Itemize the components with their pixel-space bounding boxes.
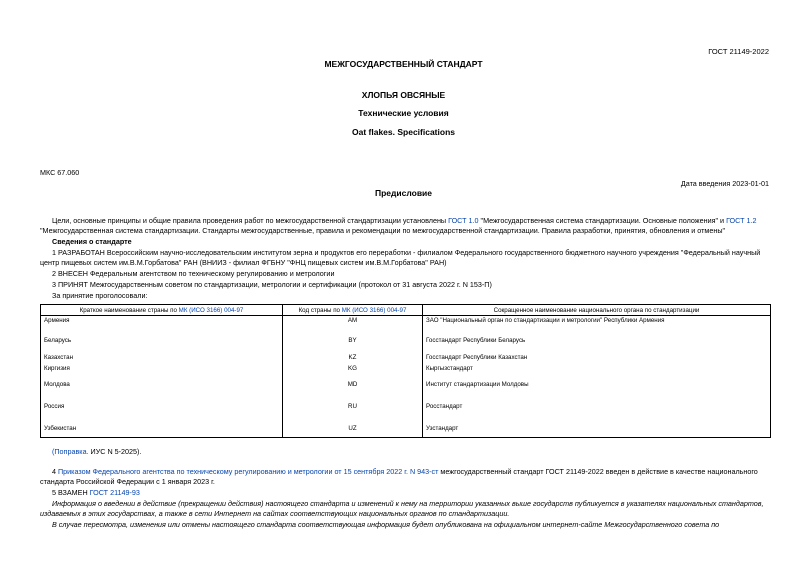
note-revision-info: В случае пересмотра, изменения или отмены настоящего стандарта соответствующая информация будет опубликована на официальном интернет-сайте Межгосударственного совета по [52, 520, 720, 529]
code-cell: MD [283, 380, 423, 402]
doc-number: ГОСТ 21149-2022 [708, 47, 769, 56]
preface-paragraph-1 [40, 216, 770, 236]
intro-date: Дата введения 2023-01-01 [680, 179, 769, 188]
code-cell: BY [283, 336, 423, 353]
item-2-submitted: 2 ВНЕСЕН Федеральным агентством по техническому регулированию и метрологии [52, 269, 335, 278]
body-cell: Кыргызстандарт [423, 364, 771, 380]
code-cell: UZ [283, 424, 423, 438]
table-row [41, 316, 771, 336]
country-cell: Казахстан [41, 353, 283, 364]
note-introduction-info: Информация о введении в действие (прекращении действия) настоящего стандарта и изменений к нему на территории указанных выше государств публикуется в указателях национальных стандартов, издаваемых в этих государствах, а также в сети Интернет на сайтах соответствующих национальных органов по стандартизации. [40, 499, 764, 518]
header-body: Сокращенное наименование национального органа по стандартизации [423, 305, 771, 316]
table-row [41, 402, 771, 424]
item-5-replaces: 5 ВЗАМЕН ГОСТ 21149-93 [52, 488, 140, 497]
code-cell: KG [283, 364, 423, 380]
standard-type: МЕЖГОСУДАРСТВЕННЫЙ СТАНДАРТ [324, 59, 483, 69]
doc-title: ХЛОПЬЯ ОВСЯНЫЕ [361, 90, 446, 100]
code-cell: RU [283, 402, 423, 424]
item-3-adopted: 3 ПРИНЯТ Межгосударственным советом по стандартизации, метрологии и сертификации (протокол от 31 августа 2022 г. N 153-П) [52, 280, 492, 289]
mk-iso-link[interactable]: МК (ИСО 3166) 004-97 [341, 306, 407, 314]
body-cell: Госстандарт Республики Беларусь [423, 336, 771, 353]
header-country: Краткое наименование страны по МК (ИСО 3166) 004-97 [41, 305, 283, 316]
amendment-link[interactable]: (Поправка. [52, 447, 89, 456]
country-cell: Узбекистан [41, 424, 283, 438]
body-cell: Госстандарт Республики Казахстан [423, 353, 771, 364]
gost-21149-93-link[interactable]: ГОСТ 21149-93 [89, 488, 140, 497]
voted-label: За принятие проголосовали: [52, 291, 148, 300]
table-row [41, 380, 771, 402]
country-cell: Молдова [41, 380, 283, 402]
table-row [41, 336, 771, 353]
body-cell: Росстандарт [423, 402, 771, 424]
preface-text: Цели, основные принципы и общие правила проведения работ по межгосударственной стандартизации установлены [52, 216, 449, 225]
doc-subtitle: Технические условия [358, 108, 449, 118]
mks-code: МКС 67.060 [40, 168, 80, 177]
preface-heading: Предисловие [374, 188, 433, 198]
amendment-note: (Поправка. ИУС N 5-2025). [52, 447, 142, 456]
item-1-developed: 1 РАЗРАБОТАН Всероссийским научно-исследовательским институтом зерна и продуктов его переработки - филиалом Федерального государственного бюджетного научного учреждения "Федеральный научный центр пищевых систем им.В.М.Горбатова" РАН (ВНИИЗ - филиал ФГБНУ "ФНЦ пищевых систем им.В.М.Горбатова" РАН) [40, 248, 761, 267]
table-row [41, 353, 771, 364]
mk-iso-link[interactable]: МК (ИСО 3166) 004-97 [178, 306, 244, 314]
body-cell: ЗАО "Национальный орган по стандартизации и метрологии" Республики Армения [423, 316, 771, 336]
item-4-order: 4 Приказом Федерального агентства по техническому регулированию и метрологии от 15 сентября 2022 г. N 943-ст межгосударственный стандарт ГОСТ 21149-2022 введен в действие в качестве национального стандарта Российской Федерации с 1 января 2023 г. [40, 467, 758, 486]
preface-text: "Межгосударственная система стандартизации. Стандарты межгосударственные, правила и рекомендации по межгосударственной стандартизации. Правила разработки, принятия, обновления и отмены" [40, 226, 726, 235]
doc-title-en: Oat flakes. Specifications [352, 127, 455, 137]
order-943-link[interactable]: Приказом Федерального агентства по техническому регулированию и метрологии от 15 сентября 2022 г. N 943-ст [58, 467, 439, 476]
table-row [41, 364, 771, 380]
table-row [41, 424, 771, 438]
info-heading: Сведения о стандарте [52, 237, 132, 246]
body-cell: Узстандарт [423, 424, 771, 438]
country-cell: Россия [41, 402, 283, 424]
country-cell: Армения [41, 316, 283, 336]
code-cell: AM [283, 316, 423, 336]
code-cell: KZ [283, 353, 423, 364]
table-header-row [41, 305, 771, 316]
gost-1-0-link[interactable]: ГОСТ 1.0 [448, 216, 479, 225]
preface-text: "Межгосударственная система стандартизации. Основные положения" и [478, 216, 727, 225]
country-cell: Киргизия [41, 364, 283, 380]
body-cell: Институт стандартизации Молдовы [423, 380, 771, 402]
voting-states-table [40, 304, 771, 438]
country-cell: Беларусь [41, 336, 283, 353]
gost-1-2-link[interactable]: ГОСТ 1.2 [726, 216, 757, 225]
header-code: Код страны по МК (ИСО 3166) 004-97 [283, 305, 423, 316]
